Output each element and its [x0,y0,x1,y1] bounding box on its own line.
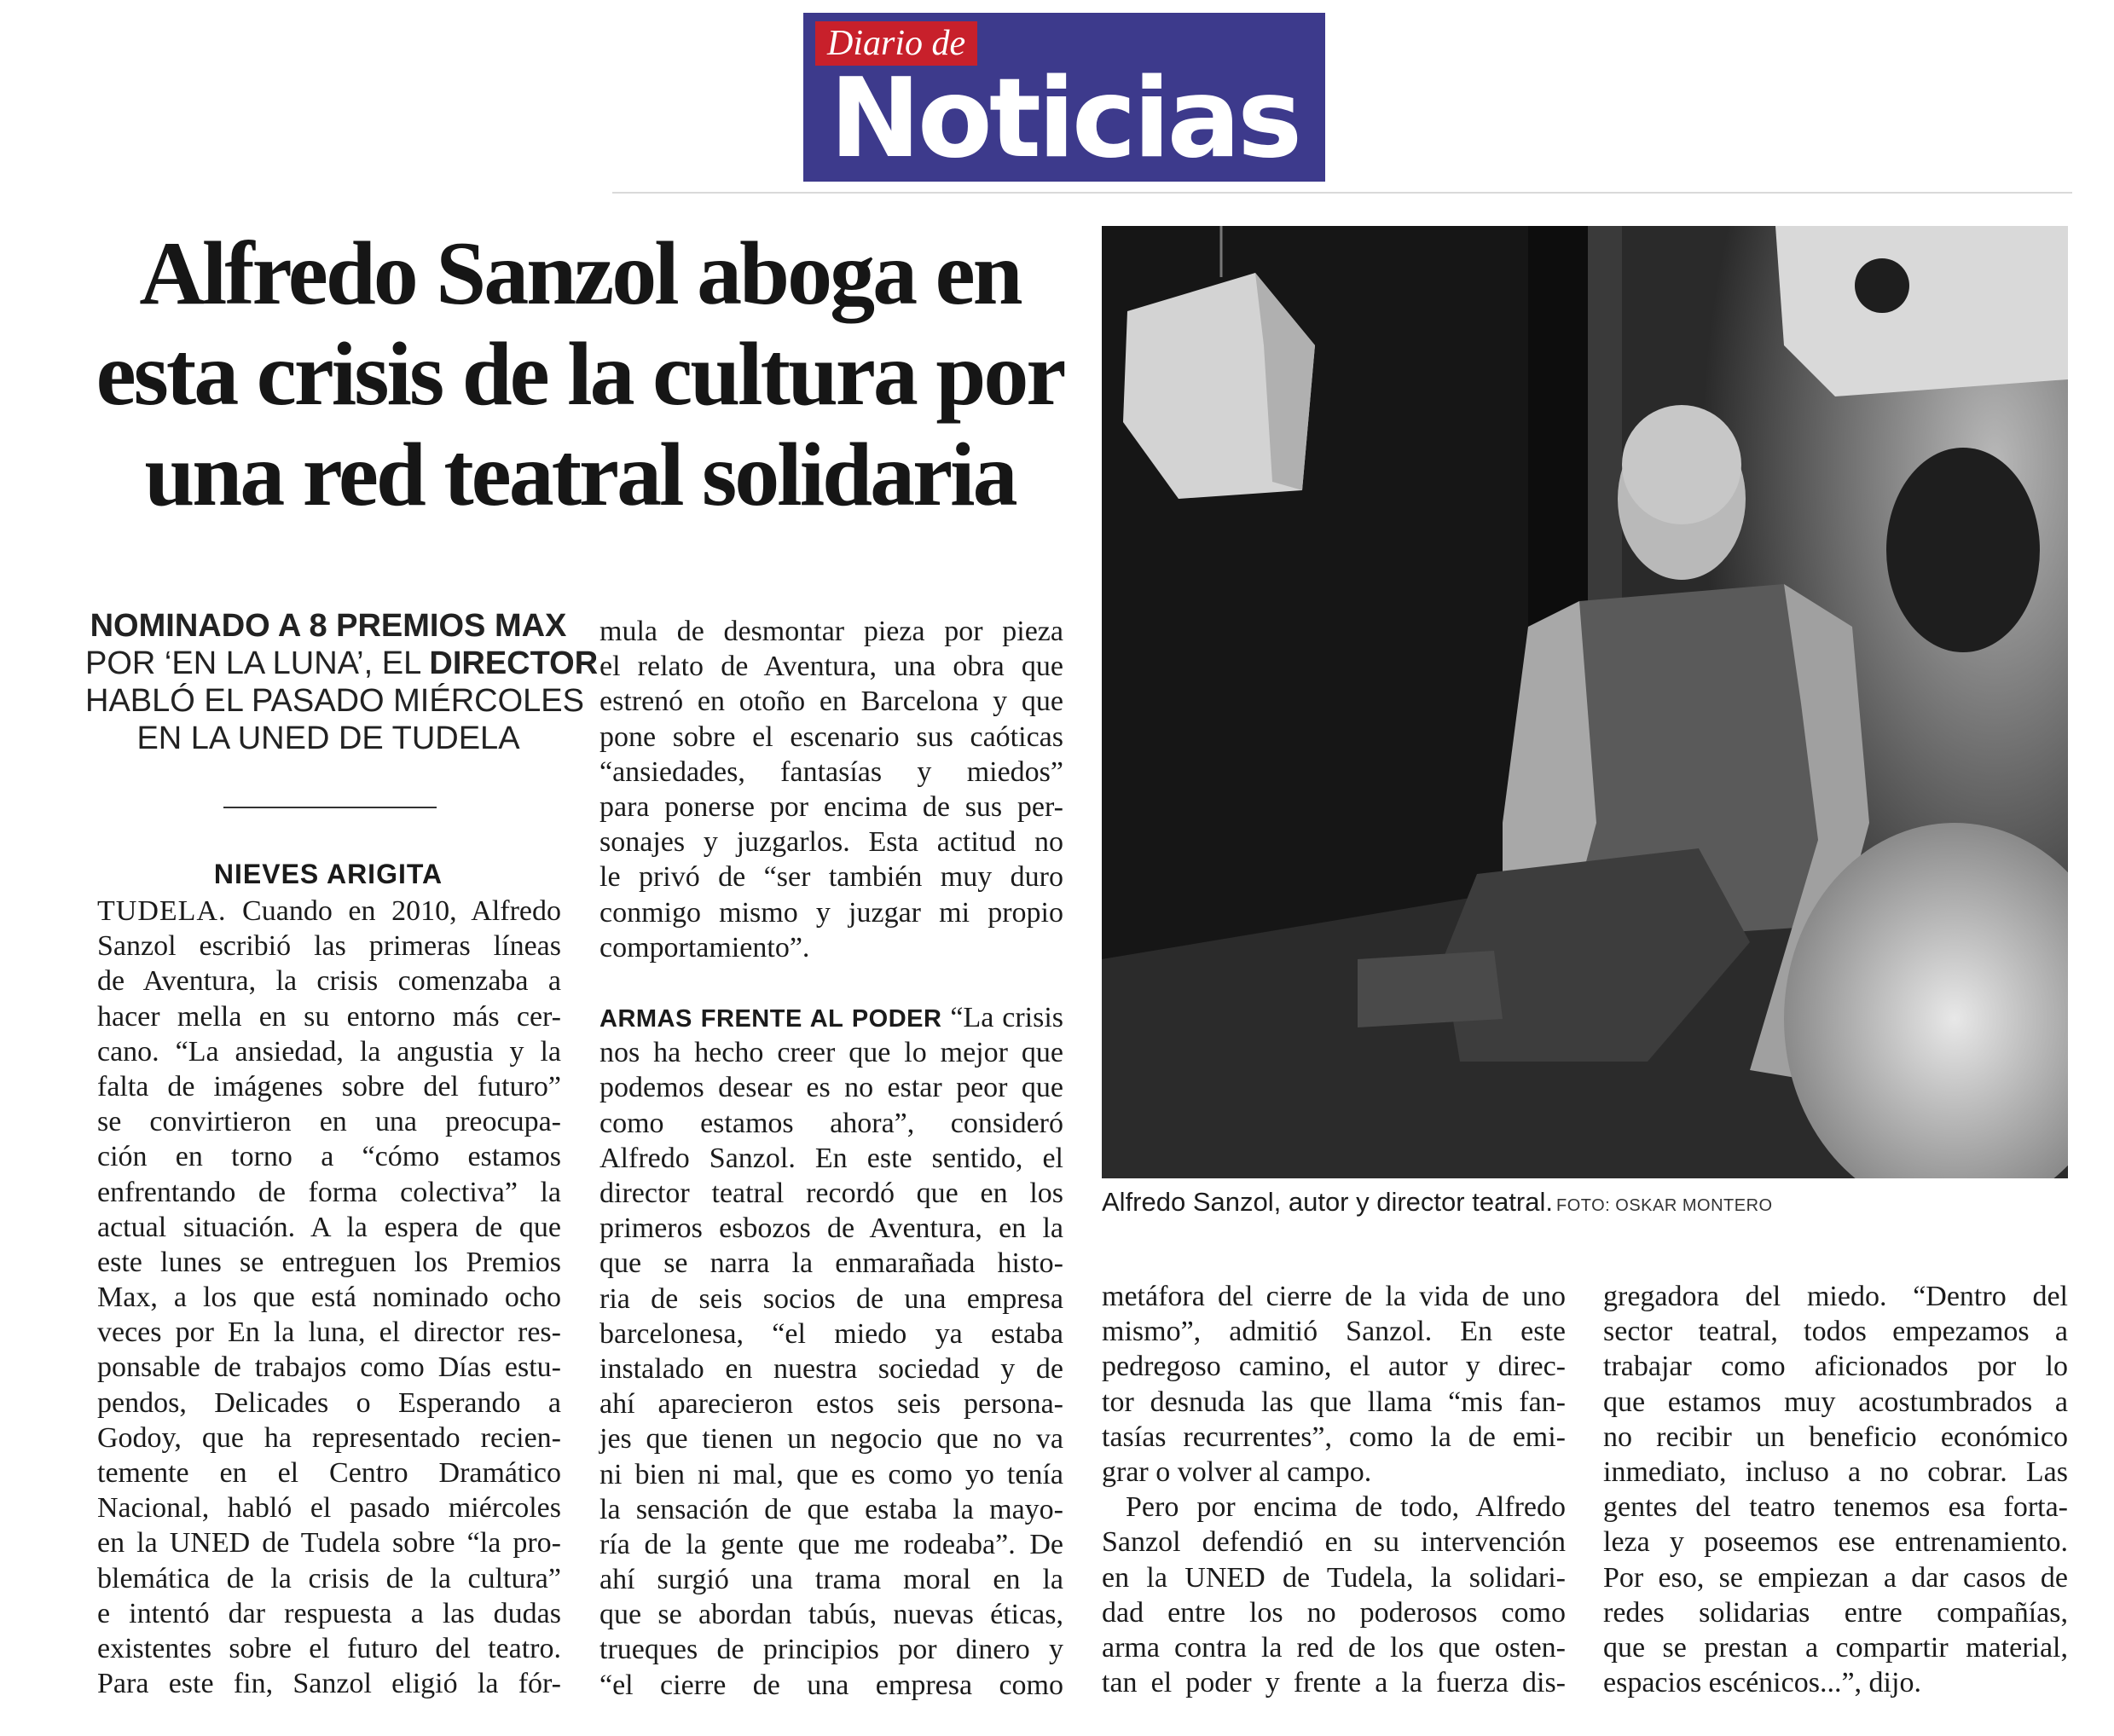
headline-line: Alfredo Sanzol aboga en [139,223,1021,323]
text-line: “ansiedades, fantasías y miedos” [599,755,1063,788]
text-line: grar o volver al campo. [1102,1455,1372,1488]
text-line: le privó de “ser también muy duro [599,861,1063,894]
text-line: sonajes y juzgarlos. Esta actitud no [599,826,1063,859]
article-photo [1102,226,2068,1178]
kicker-line: EN LA UNED DE TUDELA [136,720,520,756]
kicker-line: HABLÓ EL PASADO MIÉRCOLES [85,683,584,719]
text-line: estrenó en otoño en Barcelona y que [599,686,1063,718]
byline: NIEVES ARIGITA [213,859,443,889]
article-column-4 [1603,1279,2068,1700]
headline-line: esta crisis de la cultura por [96,324,1064,424]
text-line: en la UNED de Tudela sobre “la pro- [97,1527,561,1560]
kicker-line [85,645,599,682]
article-kicker [85,607,599,757]
text-line: que se narra la enmarañada histo- [599,1247,1063,1280]
text-line: trueques de principios por dinero y [599,1634,1063,1666]
text-line: ponsable de trabajos como Días estu- [97,1351,561,1384]
text-line: mismo”, admitió Sanzol. En este [1102,1316,1566,1348]
text-line: arma contra la red de los que osten- [1102,1631,1566,1664]
text-line: que se abordan tabús, nuevas éticas, [599,1599,1063,1631]
column-3-paragraph-1 [1102,1279,1566,1490]
text-line: podemos desear es no estar peor que [599,1072,1063,1104]
article-column-3 [1102,1279,1566,1700]
text-line: jes que tienen un negocio que no va [599,1423,1063,1455]
text-line: para ponerse por encima de sus per- [599,790,1063,823]
text-line [599,1000,1063,1035]
photo-caption [1102,1187,2068,1218]
text-line: sector teatral, todos empezamos a [1603,1316,2068,1348]
text-line: ción en torno a “cómo estamos [97,1141,561,1173]
text-line: espacios escénicos...”, dijo. [1603,1667,1921,1699]
text-line: pone sobre el escenario sus caóticas [599,720,1063,753]
dateline: TUDELA. [97,895,227,927]
text-line: director teatral recordó que en los [599,1178,1063,1209]
text-line: nos ha hecho creer que lo mejor que [599,1037,1063,1069]
text-line: enfrentando de forma colectiva” la [97,1176,561,1208]
kicker-text: POR ‘EN LA LUNA’, EL [85,645,430,681]
text-line: pendos, Delicades o Esperando a [97,1386,561,1419]
text-line: instalado en nuestra sociedad y de [599,1352,1063,1385]
text-line: leza y poseemos ese entrenamiento. [1603,1526,2068,1559]
article-column-1 [97,894,561,1701]
text-line: blemática de la crisis de la cultura” [97,1562,561,1594]
text-line: conmigo mismo y juzgar mi propio [599,896,1063,929]
text-line: de Aventura, la crisis comenzaba a [97,965,561,998]
caption-text: Alfredo Sanzol, autor y director teatral. [1102,1187,1553,1217]
masthead-tag: Diario de [815,21,977,66]
text-line: en la UNED de Tudela, la solidari- [1102,1561,1566,1594]
text-line: actual situación. A la espera de que [97,1211,561,1243]
photo-credit: FOTO: OSKAR MONTERO [1555,1196,1773,1215]
spacer [599,965,1063,1000]
column-2-paragraph-2 [599,1035,1063,1703]
text-line: Max, a los que está nominado ocho [97,1282,561,1314]
kicker-bold: DIRECTOR [429,645,599,681]
text-line: primeros esbozos de Aventura, en la [599,1212,1063,1245]
text-line: ahí aparecieron estos seis persona- [599,1388,1063,1421]
text-line: metáfora del cierre de la vida de uno [1102,1281,1566,1312]
text-line: ahí surgió una trama moral en la [599,1564,1063,1596]
column-3-paragraph-2 [1102,1490,1566,1700]
text-line [97,894,561,929]
text-line: el relato de Aventura, una obra que [599,651,1063,683]
text-line: Por eso, se empiezan a dar casos de [1603,1561,2068,1594]
text-line: la sensación de que estaba la mayo- [599,1493,1063,1525]
article-column-2 [599,614,1063,1703]
text-line: Sanzol escribió las primeras líneas [97,930,561,963]
text-line: “el cierre de una empresa como [599,1669,1063,1701]
text-line: se convirtieron en una preocupa- [97,1106,561,1138]
text-line: ni bien ni mal, que es como yo tenía [599,1458,1063,1490]
top-divider [612,192,2072,194]
text-line: e intentó dar respuesta a las dudas [97,1597,561,1629]
text-line: tasías recurrentes”, como la de emi- [1102,1421,1566,1453]
text-line: como estamos ahora”, consideró [599,1107,1063,1139]
text-line: inmediato, incluso a no cobrar. Las [1603,1455,2068,1488]
text-line: comportamiento”. [599,931,810,963]
text-line: Nacional, habló el pasado miércoles [97,1492,561,1525]
text-line: Para este fin, Sanzol eligió la fór- [97,1668,561,1700]
text-line: Sanzol defendió en su intervención [1102,1526,1566,1559]
text-fragment: Cuando en 2010, Alfredo [226,895,561,927]
text-fragment: “La crisis [941,1002,1064,1034]
text-line: no recibir un beneficio económico [1603,1421,2068,1453]
article-headline [77,223,1083,525]
text-line: ria de seis socios de una empresa [599,1282,1063,1315]
text-line: barcelonesa, “el miedo ya estaba [599,1317,1063,1350]
text-line: pedregoso camino, el autor y direc- [1102,1351,1566,1383]
text-line: hacer mella en su entorno más cer- [97,1000,561,1033]
text-line: temente en el Centro Dramático [97,1457,561,1489]
kicker-line: NOMINADO A 8 PREMIOS MAX [90,608,567,644]
text-line: tor desnuda las que llama “mis fan- [1102,1386,1566,1418]
column-2-paragraph-1 [599,614,1063,965]
text-line: ría de la gente que me rodeaba”. De [599,1528,1063,1560]
kicker-divider [223,807,437,808]
text-line: veces por En la luna, el director res- [97,1316,561,1349]
text-line: falta de imágenes sobre del futuro” [97,1070,561,1102]
text-line: gregadora del miedo. “Dentro del [1603,1281,2068,1312]
masthead-name: Noticias [829,55,1300,182]
text-line: tan el poder y frente a la fuerza dis- [1102,1667,1566,1699]
text-line: que se prestan a compartir material, [1603,1631,2068,1664]
portrait-photo-illustration [1102,226,2068,1178]
text-line: mula de desmontar pieza por pieza [599,616,1063,647]
text-line: existentes sobre el futuro del teatro. [97,1632,561,1664]
column-4-lines [1603,1279,2068,1700]
text-line: redes solidarias entre compañías, [1603,1596,2068,1629]
subheading: ARMAS FRENTE AL PODER [599,1005,942,1033]
text-line: Godoy, que ha representado recien- [97,1421,561,1454]
text-line: trabajar como aficionados por lo [1603,1351,2068,1383]
newspaper-masthead [803,13,1325,182]
text-line: que estamos muy acostumbrados a [1603,1386,2068,1418]
text-line: Pero por encima de todo, Alfredo [1126,1491,1566,1524]
column-1-lines [97,929,561,1701]
text-line: Alfredo Sanzol. En este sentido, el [599,1142,1063,1174]
headline-line: una red teatral solidaria [144,425,1016,524]
text-line: gentes del teatro tenemos esa forta- [1603,1491,2068,1524]
text-line: cano. “La ansiedad, la angustia y la [97,1035,561,1068]
text-line: este lunes se entreguen los Premios [97,1246,561,1278]
text-line: dad entre los no poderosos como [1102,1596,1566,1629]
